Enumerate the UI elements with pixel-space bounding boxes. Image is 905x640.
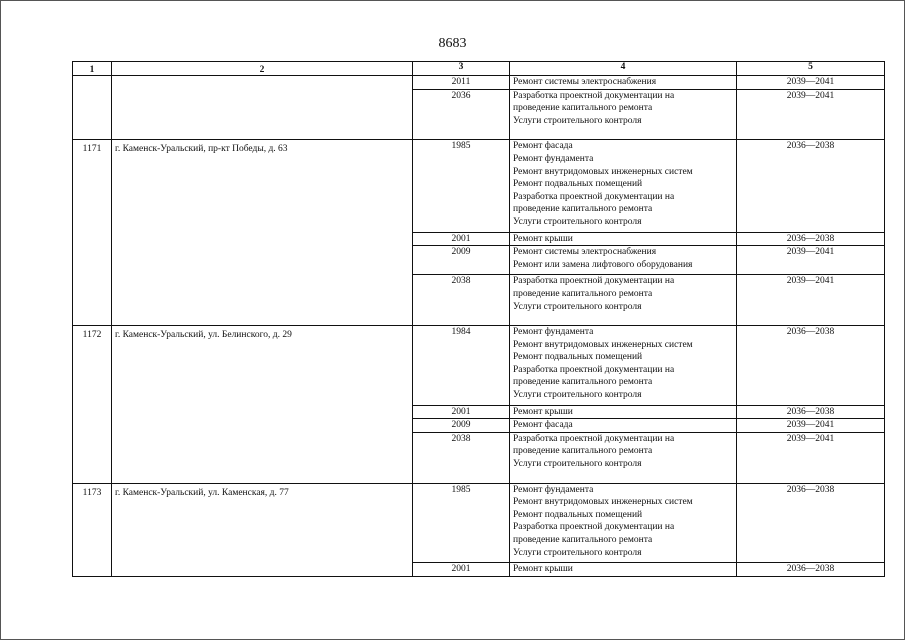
- work-item: Ремонт внутридомовых инженерных систем: [513, 339, 693, 350]
- commissioning-year: 2009: [413, 419, 510, 433]
- work-item: Ремонт фундамента: [513, 153, 594, 164]
- commissioning-year: 1984: [413, 326, 510, 406]
- building-number: 1173: [73, 483, 112, 576]
- work-item: Ремонт крыши: [513, 233, 573, 244]
- table-row: [73, 483, 885, 563]
- building-address: г. Каменск-Уральский, пр-кт Победы, д. 63: [112, 140, 413, 326]
- building-number: 1172: [73, 326, 112, 484]
- column-header-5: 5: [737, 62, 885, 76]
- work-item: Разработка проектной документации на: [513, 433, 675, 444]
- commissioning-year: 1985: [413, 140, 510, 232]
- building-number: 1171: [73, 140, 112, 326]
- column-header-3: 3: [413, 62, 510, 76]
- table-row: [73, 326, 885, 406]
- work-item: Ремонт фасада: [513, 141, 573, 152]
- table-body: [73, 76, 885, 577]
- commissioning-year: 2001: [413, 405, 510, 419]
- building-address: [112, 76, 413, 140]
- work-types: [510, 76, 737, 90]
- commissioning-year: 2038: [413, 275, 510, 326]
- work-item: проведение капитального ремонта: [513, 446, 653, 457]
- repair-period: 2036—2038: [737, 483, 885, 563]
- column-header-1: 1: [73, 62, 112, 76]
- work-item: Услуги строительного контроля: [513, 301, 642, 312]
- work-item: Разработка проектной документации на: [513, 276, 675, 287]
- work-item: Ремонт подвальных помещений: [513, 509, 643, 520]
- work-item: проведение капитального ремонта: [513, 535, 653, 545]
- work-item: Ремонт подвальных помещений: [513, 179, 643, 190]
- work-item: Ремонт фасада: [513, 420, 573, 431]
- work-types: [510, 232, 737, 246]
- building-address: г. Каменск-Уральский, ул. Белинского, д. 29: [112, 326, 413, 484]
- work-item: Услуги строительного контроля: [513, 115, 642, 126]
- repair-period: 2036—2038: [737, 405, 885, 419]
- work-types: [510, 563, 737, 577]
- work-item: Ремонт системы электроснабжения: [513, 77, 657, 87]
- column-header-row: [73, 62, 885, 76]
- commissioning-year: 2038: [413, 432, 510, 483]
- repair-period: 2039—2041: [737, 275, 885, 326]
- work-types: [510, 140, 737, 232]
- work-types: [510, 405, 737, 419]
- work-item: Ремонт крыши: [513, 406, 573, 417]
- work-item: Разработка проектной документации на: [513, 90, 675, 101]
- work-item: Услуги строительного контроля: [513, 547, 642, 558]
- page-number: 8683: [438, 36, 467, 51]
- commissioning-year: 1985: [413, 483, 510, 563]
- column-header-4: 4: [510, 62, 737, 76]
- commissioning-year: 2001: [413, 232, 510, 246]
- repair-period: 2039—2041: [737, 89, 885, 140]
- work-types: [510, 89, 737, 140]
- column-header-2: 2: [112, 62, 413, 76]
- commissioning-year: 2009: [413, 246, 510, 275]
- repair-period: 2039—2041: [737, 246, 885, 275]
- building-number: [73, 76, 112, 140]
- work-item: Услуги строительного контроля: [513, 459, 642, 470]
- work-item: Ремонт подвальных помещений: [513, 352, 643, 363]
- table-row: [73, 140, 885, 232]
- commissioning-year: 2011: [413, 76, 510, 90]
- repair-period: 2036—2038: [737, 326, 885, 406]
- work-item: Ремонт или замена лифтового оборудования: [513, 259, 693, 270]
- work-types: [510, 419, 737, 433]
- work-item: Ремонт крыши: [513, 564, 573, 575]
- work-item: Разработка проектной документации на: [513, 522, 675, 533]
- work-item: Разработка проектной документации на: [513, 191, 675, 202]
- work-item: Услуги строительного контроля: [513, 390, 642, 401]
- work-types: [510, 275, 737, 326]
- repair-period: 2036—2038: [737, 563, 885, 577]
- work-item: проведение капитального ремонта: [513, 204, 653, 215]
- work-item: Ремонт внутридомовых инженерных систем: [513, 166, 693, 177]
- work-item: Ремонт внутридомовых инженерных систем: [513, 497, 693, 508]
- work-item: проведение капитального ремонта: [513, 377, 653, 388]
- repair-period: 2039—2041: [737, 419, 885, 433]
- repair-period: 2039—2041: [737, 432, 885, 483]
- commissioning-year: 2036: [413, 89, 510, 140]
- work-types: [510, 432, 737, 483]
- work-item: Ремонт системы электроснабжения: [513, 247, 657, 258]
- repair-period: 2036—2038: [737, 140, 885, 232]
- work-item: проведение капитального ремонта: [513, 103, 653, 114]
- commissioning-year: 2001: [413, 563, 510, 577]
- building-address: г. Каменск-Уральский, ул. Каменская, д. 77: [112, 483, 413, 576]
- work-item: Ремонт фундамента: [513, 484, 594, 495]
- work-item: Ремонт фундамента: [513, 327, 594, 338]
- work-item: Услуги строительного контроля: [513, 216, 642, 227]
- work-types: [510, 483, 737, 563]
- repair-period: 2039—2041: [737, 76, 885, 90]
- work-types: [510, 246, 737, 275]
- work-item: проведение капитального ремонта: [513, 288, 653, 299]
- repair-period: 2036—2038: [737, 232, 885, 246]
- work-types: [510, 326, 737, 406]
- work-item: Разработка проектной документации на: [513, 364, 675, 375]
- table-row: [73, 76, 885, 90]
- repair-schedule-table: [72, 61, 885, 577]
